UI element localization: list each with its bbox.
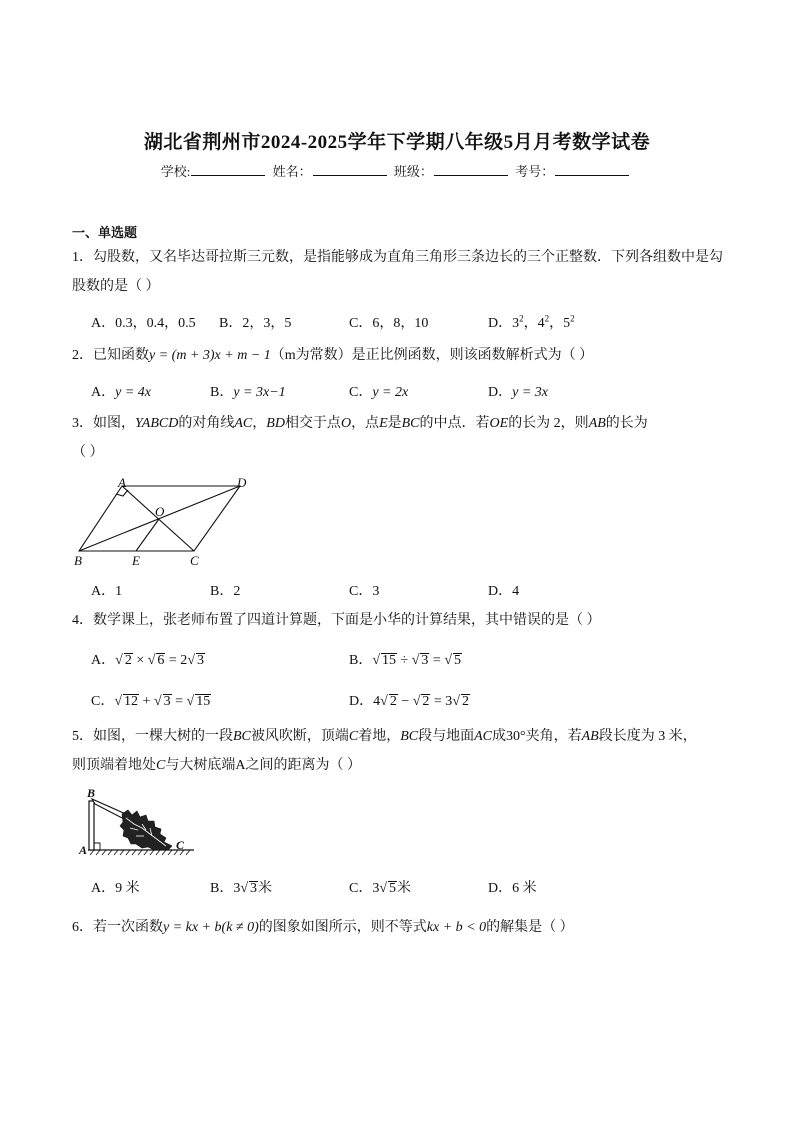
- q3-ac: AC: [234, 416, 253, 431]
- q1-exp-1: 2: [519, 313, 524, 324]
- exam-no-label: 考号：: [515, 164, 555, 179]
- q5-right-angle-mark: [94, 843, 100, 850]
- q3-label-o: O: [155, 504, 165, 519]
- q6-text-3: 的解集是（ ）: [486, 920, 574, 935]
- q6-function: y = kx + b(k ≠ 0): [163, 920, 259, 935]
- q3-label-b: B: [74, 553, 82, 568]
- class-blank[interactable]: [434, 163, 508, 176]
- q3-label-c: C: [190, 553, 199, 568]
- q3-text-8: 的长为: [605, 416, 648, 431]
- q3-text-6: 的中点．若: [419, 416, 490, 431]
- q2-option-d[interactable]: [488, 381, 548, 401]
- question-1-options: [91, 312, 721, 332]
- q2-suffix: （m为常数）是正比例函数，则该函数解析式为（ ）: [270, 348, 594, 363]
- question-2-stem: [72, 341, 724, 370]
- q3-label-d: D: [237, 475, 247, 490]
- q1-exp-3: 2: [570, 313, 575, 324]
- q4-option-a-label: A．: [91, 653, 116, 668]
- q5-label-a: A: [79, 843, 88, 857]
- q3-text-3: 相交于点: [284, 416, 341, 431]
- q3-parallelogram: YABCD: [135, 416, 179, 431]
- question-1-stem: 1．勾股数，又名毕达哥拉斯三元数，是指能够成为直角三角形三条边长的三个正整数．下列各组数中是勾股数的是（ ）: [72, 250, 723, 294]
- question-6-stem: [72, 913, 724, 942]
- q2-option-d-label: D．: [488, 385, 513, 400]
- q5-bc-2: BC: [400, 729, 419, 744]
- q2-option-a-math: y = 4x: [115, 385, 151, 400]
- question-4-options-row-2: [91, 690, 721, 710]
- q1-option-d[interactable]: D．$3^2$，$4^2$，$5^2$: [488, 313, 575, 331]
- page-title: 湖北省荆州市2024-2025学年下学期八年级5月月考数学试卷: [143, 132, 651, 153]
- q4-option-c-label: C．: [91, 694, 115, 709]
- q3-option-a[interactable]: A．1: [91, 584, 123, 599]
- q4-option-b[interactable]: B．√ 15 ÷ √ 3 = √ 5: [349, 653, 461, 668]
- q4-option-d-label: D．: [349, 694, 374, 709]
- name-blank[interactable]: [313, 163, 387, 176]
- q1-option-d-prefix: D．: [488, 316, 513, 331]
- q6-inequality: kx + b < 0: [426, 920, 487, 935]
- q5-text-3: 着地，: [358, 729, 401, 744]
- q3-label-a: A: [118, 475, 126, 490]
- question-3-stem: [72, 409, 724, 467]
- section-title: 一、单选题: [72, 225, 138, 240]
- student-info-line: [0, 161, 794, 180]
- q3-text-1: 3．如图，: [72, 416, 135, 431]
- question-4-options-row-1: [91, 649, 721, 669]
- q5-trunk: [89, 801, 94, 850]
- q3-option-d[interactable]: D．4: [488, 584, 520, 599]
- q5-option-c-unit: 米: [397, 881, 412, 896]
- question-5-options: [91, 877, 721, 897]
- q3-option-b[interactable]: B．2: [210, 584, 241, 599]
- q2-function: y = (m + 3)x + m − 1: [149, 348, 271, 363]
- q2-option-a[interactable]: [91, 381, 151, 401]
- q5-text-4: 段与地面: [418, 729, 475, 744]
- q3-e: E: [379, 416, 388, 431]
- q5-text-6: 段长度为 3 米，: [598, 729, 697, 744]
- q6-text-2: 的图象如图所示，则不等式: [258, 920, 427, 935]
- question-2-options: [91, 381, 721, 401]
- q2-option-c-math: y = 2x: [372, 385, 409, 400]
- q5-text-2: 被风吹断，顶端: [250, 729, 349, 744]
- q1-option-c[interactable]: C．6，8，10: [349, 316, 429, 331]
- q2-option-b-math: y = 3x−1: [233, 385, 286, 400]
- q6-text-1: 6．若一次函数: [72, 920, 163, 935]
- q3-o: O: [340, 416, 352, 431]
- q5-text-5: 成30°夹角，若: [492, 729, 582, 744]
- q4-option-d[interactable]: D．4√ 2 − √ 2 = 3√ 2: [349, 694, 469, 709]
- school-label: 学校:: [160, 164, 191, 179]
- q3-label-e: E: [132, 553, 140, 568]
- q5-option-b[interactable]: B．3√ 3米: [210, 881, 273, 896]
- q5-ac: AC: [474, 729, 493, 744]
- q3-option-c[interactable]: C．3: [349, 584, 380, 599]
- q2-option-c[interactable]: [349, 381, 408, 401]
- q2-option-d-math: y = 3x: [512, 385, 548, 400]
- q5-option-b-unit: 米: [258, 881, 273, 896]
- q2-prefix: 2．已知函数: [72, 348, 149, 363]
- q5-text-7: 则顶端着地处: [72, 758, 156, 773]
- q5-option-a[interactable]: A．9 米: [91, 881, 140, 896]
- q5-option-b-label: B．: [210, 881, 234, 896]
- q1-option-b[interactable]: B．2，3，5: [219, 316, 292, 331]
- q3-text-9: （ ）: [72, 445, 104, 460]
- school-blank[interactable]: [191, 163, 265, 176]
- name-label: 姓名：: [272, 164, 312, 179]
- q5-option-d[interactable]: D．6 米: [488, 881, 537, 896]
- q5-ab: AB: [581, 729, 599, 744]
- q2-option-a-label: A．: [91, 385, 116, 400]
- q5-option-c-label: C．: [349, 881, 373, 896]
- q2-option-c-label: C．: [349, 385, 373, 400]
- q5-text-1: 5．如图，一棵大树的一段: [72, 729, 233, 744]
- q5-ground-hatching: [90, 850, 190, 855]
- q4-option-b-label: B．: [349, 653, 373, 668]
- q3-text-5: 是: [387, 416, 402, 431]
- q5-c: C: [348, 729, 359, 744]
- q3-text-2: 的对角线: [178, 416, 235, 431]
- q3-bc: BC: [401, 416, 420, 431]
- q2-option-b[interactable]: [210, 381, 286, 401]
- q5-label-c: C: [176, 838, 185, 852]
- q5-label-b: B: [87, 786, 96, 800]
- q5-bc: BC: [233, 729, 251, 744]
- q1-option-a[interactable]: A．0.3，0.4，0.5: [91, 316, 196, 331]
- q3-bd: BD: [266, 416, 285, 431]
- q4-option-c[interactable]: C．√ 12 + √ 3 = √ 15: [91, 694, 211, 709]
- class-label: 班级：: [393, 164, 433, 179]
- q3-oe: OE: [489, 416, 509, 431]
- q3-text-4: ，点: [351, 416, 380, 431]
- q1-exp-2: 2: [544, 313, 550, 324]
- q2-option-b-label: B．: [210, 385, 234, 400]
- q3-sep: ，: [252, 416, 267, 431]
- q3-ab: AB: [588, 416, 606, 431]
- q3-text-7: 的长为 2，则: [508, 416, 589, 431]
- q5-text-8: 与大树底端A之间的距离为（ ）: [165, 758, 361, 773]
- question-3-options: [91, 580, 721, 600]
- question-5-stem: [72, 722, 724, 780]
- q5-broken-tree-figure: [76, 784, 196, 862]
- exam-no-blank[interactable]: [555, 163, 629, 176]
- q3-parallelogram-figure: [70, 474, 255, 570]
- question-4-stem: 4．数学课上，张老师布置了四道计算题，下面是小华的计算结果，其中错误的是（ ）: [72, 613, 601, 628]
- q5-option-c[interactable]: C．3√ 5米: [349, 881, 412, 896]
- q4-option-a[interactable]: A．√ 2 × √ 6 = 2√ 3: [91, 653, 204, 668]
- q5-c-2: C: [156, 758, 166, 773]
